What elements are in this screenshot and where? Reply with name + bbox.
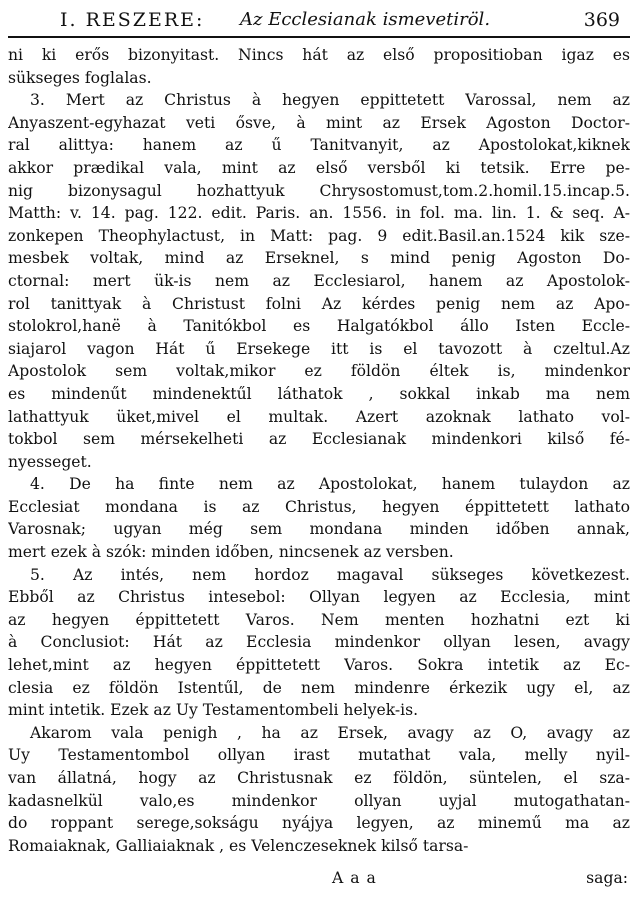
text-line: do roppant serege,sokságu nyájya legyen, az minemű ma az	[8, 814, 630, 833]
text-line: zonkepen Theophylactust, in Matt: pag. 9 edit.Basil.an.1524 kik sze-	[8, 226, 630, 245]
text-line: nyesseget.	[8, 452, 92, 471]
body-text	[8, 44, 630, 857]
text-line: Ebből az Christus intesebol: Ollyan legyen az Ecclesia, mint	[8, 588, 630, 607]
text-line: nig bizonysagul hozhattyuk Chrysostomust,tom.2.homil.15.incap.5.	[8, 181, 630, 200]
text-line: mesbek voltak, mind az Erseknel, s mind penig Agoston Do-	[8, 249, 630, 268]
text-line: mert ezek à szók: minden időben, nincsenek az versben.	[8, 543, 454, 562]
text-line: sükseges foglalas.	[8, 68, 152, 87]
text-line: van állatná, hogy az Christusnak ez földön, süntelen, el sza-	[8, 769, 630, 787]
text-line: clesia ez földön Istentűl, de nem mindenre érkezik ugy el, az	[8, 678, 630, 697]
text-line: Varosnak; ugyan még sem mondana minden időben annak,	[8, 520, 630, 539]
text-line: ctornal: mert ük-is nem az Ecclesiarol, hanem az Apostolok-	[8, 271, 630, 290]
text-line: es mindenűt mindenektűl láthatok , sokkal inkab ma nem	[8, 384, 630, 403]
text-line: 5. Az intés, nem hordoz magaval sükseges következest.	[30, 565, 630, 584]
text-line: 3. Mert az Christus à hegyen eppittetett Varossal, nem az	[30, 91, 630, 110]
text-line: az hegyen éppittetett Varos. Nem menten hozhatni ezt ki	[8, 610, 630, 629]
text-line: Anyaszent-egyhazat veti ősve, à mint az Ersek Agoston Doctor-	[8, 113, 630, 132]
catchword: saga:	[586, 869, 628, 887]
text-line: ni ki erős bizonyitast. Nincs hát az első propositioban igaz es	[8, 46, 630, 64]
text-line: Matth: v. 14. pag. 122. edit. Paris. an. 1556. in fol. ma. lin. 1. & seq. A-	[8, 204, 630, 223]
section-heading: I. RESZERE:	[60, 9, 205, 31]
text-line: lehet,mint az hegyen éppittetett Varos. Sokra intetik az Ec-	[8, 656, 630, 675]
page-footer	[0, 866, 642, 890]
text-line: Apostolok sem voltak,mikor ez földön éltek is, mindenkor	[8, 362, 630, 381]
text-line: kadasnelkül valo,es mindenkor ollyan uyjal mutogathatan-	[8, 791, 630, 810]
text-line: stolokrol,hanë à Tanitókbol es Halgatókbol állo Isten Eccle-	[8, 317, 630, 336]
text-line: rol tanittyak à Christust folni Az kérdes penig nem az Apo-	[8, 294, 630, 313]
text-line: tokbol sem mérsekelheti az Ecclesianak mindenkori kilső fé-	[8, 430, 630, 449]
text-line: Uy Testamentombol ollyan irast mutathat vala, melly nyil-	[8, 746, 630, 765]
page-number: 369	[583, 9, 620, 31]
text-line: Akarom vala penigh , ha az Ersek, avagy az O, avagy az	[30, 723, 630, 742]
signature-mark: A a a	[332, 869, 377, 887]
text-line: Romaiaknak, Galliaiaknak , es Velenczeseknek kilső tarsa-	[8, 836, 469, 855]
running-header	[8, 6, 630, 38]
text-line: Ecclesiat mondana is az Christus, hegyen éppittetett lathato	[8, 497, 630, 516]
text-line: mint intetik. Ezek az Uy Testamentombeli helyek-is.	[8, 701, 419, 720]
running-title: Az Ecclesianak ismevetiröl.	[240, 9, 491, 30]
text-line: 4. De ha finte nem az Apostolokat, hanem tulaydon az	[30, 475, 630, 494]
text-line: ral alittya: hanem az ű Tanitvanyit, az Apostolokat,kiknek	[8, 136, 630, 155]
text-line: lathattyuk üket,mivel el multak. Azert azoknak lathato vol-	[8, 407, 630, 426]
text-line: akkor prædikal vala, mint az első versből ki tetsik. Erre pe-	[8, 158, 630, 177]
text-line: siajarol vagon Hát ű Ersekege itt is el tavozott à czeltul.Az	[8, 339, 630, 358]
text-line: à Conclusiot: Hát az Ecclesia mindenkor ollyan lesen, avagy	[8, 633, 630, 652]
